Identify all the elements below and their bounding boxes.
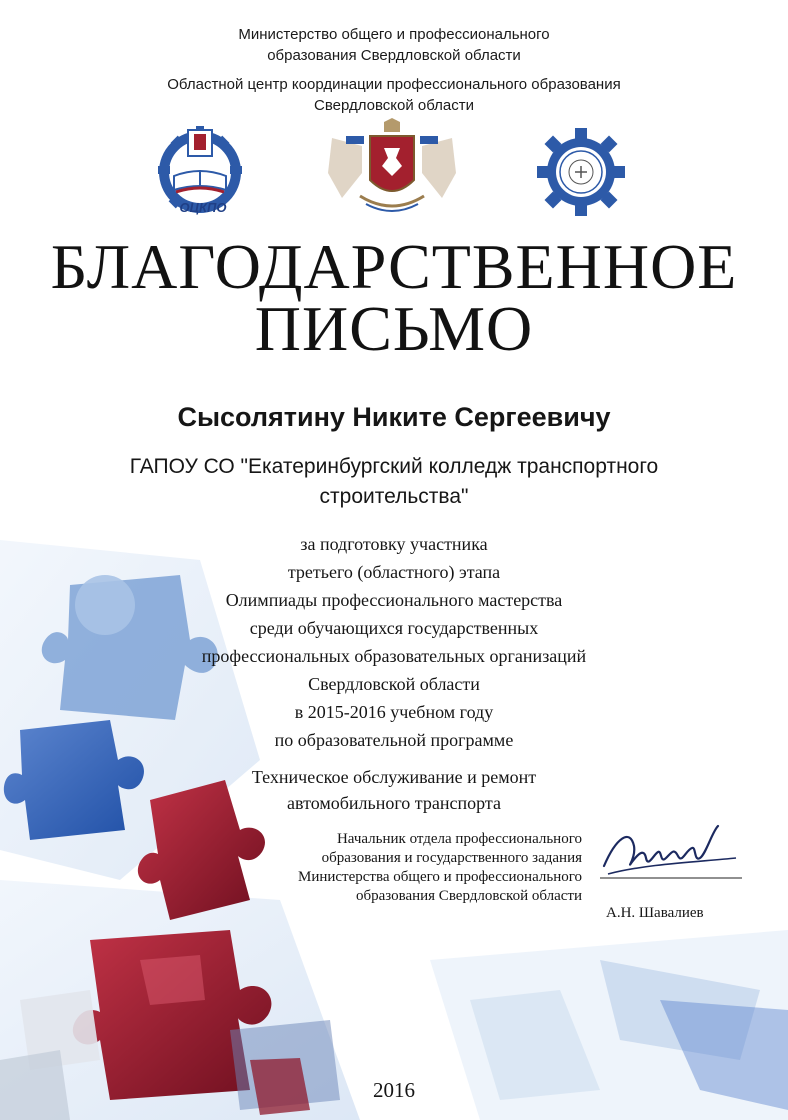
handwritten-signature (596, 818, 746, 888)
signer-name: А.Н. Шавалиев (606, 905, 704, 921)
signer-position (200, 830, 582, 906)
ministry-line-2: образования Свердловской области (267, 47, 521, 64)
body-line: в 2015-2016 учебном году (294, 702, 494, 722)
body-line: за подготовку участника (300, 534, 488, 554)
signer-position-line: Министерства общего и профессионального (297, 869, 582, 885)
recipient-org-line-1: ГАПОУ СО "Екатеринбургский колледж транспортного (129, 455, 659, 478)
program-line-2: автомобильного транспорта (287, 793, 501, 813)
title-line-1: БЛАГОДАРСТВЕННОЕ (50, 231, 738, 302)
signer-position-line: образования Свердловской области (355, 888, 582, 904)
gear-seal-icon (535, 126, 627, 218)
ministry-line-1: Министерство общего и профессионального (238, 26, 550, 43)
certificate-year: 2016 (373, 1078, 415, 1102)
body-line: профессиональных образовательных организаций (201, 646, 587, 666)
body-line: по образовательной программе (274, 730, 514, 750)
title-line-2: ПИСЬМО (254, 293, 534, 364)
program-line-1: Техническое обслуживание и ремонт (251, 767, 537, 787)
signer-position-line: Начальник отдела профессионального (336, 831, 582, 847)
recipient-org-line-2: строительства" (319, 485, 469, 508)
signer-position-line: образования и государственного задания (321, 850, 582, 866)
center-line-1: Областной центр координации профессионального образования (167, 76, 621, 93)
left-logo-label: ОЦКПО (179, 200, 227, 215)
body-line: Олимпиады профессионального мастерства (225, 590, 563, 610)
body-line: среди обучающихся государственных (249, 618, 539, 638)
body-line: третьего (областного) этапа (287, 562, 501, 582)
recipient-name: Сысолятину Никите Сергеевичу (177, 402, 611, 432)
body-line: Свердловской области (308, 674, 480, 694)
coat-of-arms-icon (322, 118, 462, 218)
center-line-2: Свердловской области (313, 97, 474, 114)
